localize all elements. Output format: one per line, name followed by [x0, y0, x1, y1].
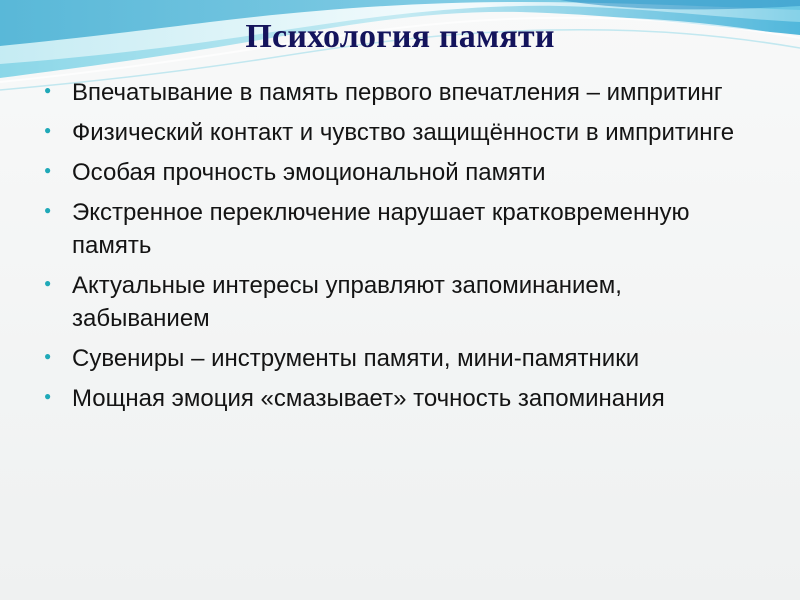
- slide-title: Психология памяти: [245, 18, 555, 55]
- list-item: [44, 382, 764, 415]
- bullet-dot-icon: ●: [44, 389, 52, 403]
- bullet-text: Экстренное переключение нарушает кратковременную память: [72, 199, 690, 259]
- bullet-list: [44, 76, 764, 422]
- bullet-text: Актуальные интересы управляют запоминанием, забыванием: [72, 272, 622, 332]
- bullet-dot-icon: ●: [44, 276, 52, 290]
- list-item: [44, 76, 764, 109]
- bullet-text: Впечатывание в память первого впечатления – импритинг: [72, 79, 723, 106]
- bullet-dot-icon: ●: [44, 203, 52, 217]
- bullet-dot-icon: ●: [44, 83, 52, 97]
- list-item: [44, 196, 764, 262]
- bullet-dot-icon: ●: [44, 349, 52, 363]
- bullet-text: Мощная эмоция «смазывает» точность запоминания: [72, 385, 665, 412]
- bullet-dot-icon: ●: [44, 163, 52, 177]
- list-item: [44, 156, 764, 189]
- list-item: [44, 269, 764, 335]
- bullet-text: Особая прочность эмоциональной памяти: [72, 159, 546, 186]
- list-item: [44, 116, 764, 149]
- bullet-text: Сувениры – инструменты памяти, мини-памятники: [72, 345, 640, 372]
- bullet-text: Физический контакт и чувство защищённости в импритинге: [72, 119, 735, 146]
- bullet-dot-icon: ●: [44, 123, 52, 137]
- list-item: [44, 342, 764, 375]
